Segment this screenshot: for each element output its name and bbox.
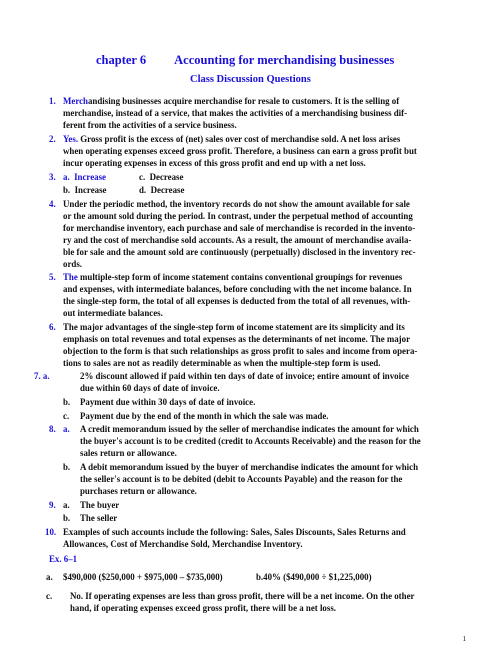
q8-a-line-3: sales return or allowance. <box>80 448 177 458</box>
q6-line-2: emphasis on total revenues and total expenses as the determinants of net income. The major <box>63 334 411 344</box>
q8-b-label: b. <box>63 462 71 472</box>
ex-b: b.40% ($490,000 ÷ $1,225,000) <box>256 572 372 582</box>
q6-number: 6. <box>49 322 56 332</box>
q8-a-line-2: the buyer's account is to be credited (credit to Accounts Receivable) and the reason for the <box>80 436 421 446</box>
q3-d: d. Decrease <box>139 185 185 195</box>
q1-line-2: merchandise, instead of a service, that makes the activities of a merchandising business dif- <box>63 108 408 118</box>
q4-number: 4. <box>49 199 56 209</box>
ex-c-line-1: No. If operating expenses are less than gross profit, there will be a net income. On the other <box>70 591 415 601</box>
q6-line-3: objection to the form is that such relationships as gross profit to sales and income from opera- <box>63 346 418 356</box>
q9-a-label: a. <box>63 500 70 510</box>
ex-c-label: c. <box>46 591 53 601</box>
q5-line-2: and expenses, with intermediate balances, before concluding with the net income balance. In <box>63 284 412 294</box>
q3-a: a. Increase <box>63 172 106 182</box>
page-title <box>96 53 394 68</box>
q4-line-4: ry and the cost of merchandise sold accounts. As a result, the amount of merchandise availa- <box>63 235 412 245</box>
q5-line-3: the single-step form, the total of all expenses is deducted from the total of all revenues, with- <box>63 296 411 306</box>
q2-line-1: Yes. Gross profit is the excess of (net) sales over cost of merchandise sold. A net loss arises <box>63 134 401 144</box>
q6-line-4: tions to sales are not as readily determinable as when the multiple-step form is used. <box>63 358 381 368</box>
q8-number: 8. <box>49 424 56 434</box>
q6-line-1: The major advantages of the single-step form of income statement are its simplicity and its <box>63 322 405 332</box>
page-number: 1 <box>462 635 466 643</box>
q1-number: 1. <box>49 96 56 106</box>
q9-b-label: b. <box>63 513 71 523</box>
q7-c: Payment due by the end of the month in which the sale was made. <box>80 411 329 421</box>
q7-a-line-1: 2% discount allowed if paid within ten days of date of invoice; entire amount of invoice <box>80 371 409 381</box>
q4-line-2: or the amount sold during the period. In contrast, under the perpetual method of accounting <box>63 211 413 221</box>
q9-number: 9. <box>49 500 56 510</box>
q4-line-3: for merchandise inventory, each purchase and sale of merchandise is recorded in the invento- <box>63 223 416 233</box>
q8-a-label: a. <box>63 424 70 434</box>
exercise-heading: Ex. 6–1 <box>49 554 78 564</box>
q4-line-1: Under the periodic method, the inventory records do not show the amount available for sale <box>63 199 410 209</box>
ex-a-label: a. <box>46 572 53 582</box>
chapter-label: chapter 6 <box>96 53 147 67</box>
q7-b-label: b. <box>63 397 71 407</box>
q1-line-3: ferent from the activities of a service business. <box>63 120 237 130</box>
q3-c: c. Decrease <box>139 172 184 182</box>
q7-b: Payment due within 30 days of date of invoice. <box>80 397 256 407</box>
q10-line-2: Allowances, Cost of Merchandise Sold, Merchandise Inventory. <box>63 539 303 549</box>
q8-b-line-3: purchases return or allowance. <box>80 486 197 496</box>
chapter-title: Accounting for merchandising businesses <box>174 53 395 67</box>
q2-line-2: when operating expenses exceed gross profit. Therefore, a business can earn a gross profit but <box>63 146 417 156</box>
ex-a: $490,000 ($250,000 + $975,000 – $735,000) <box>63 572 223 582</box>
q10-line-1: Examples of such accounts include the following: Sales, Sales Discounts, Sales Returns and <box>63 527 406 537</box>
q2-line-3: incur operating expenses in excess of this gross profit and end up with a net loss. <box>63 158 366 168</box>
q8-b-line-2: the seller's account is to be debited (debit to Accounts Payable) and the reason for the <box>80 474 403 484</box>
q4-line-6: ords. <box>63 259 82 269</box>
q9-b: The seller <box>80 513 118 523</box>
q7-a-line-2: due within 60 days of date of invoice. <box>80 383 220 393</box>
q5-line-4: out intermediate balances. <box>63 308 163 318</box>
q8-b-line-1: A debit memorandum issued by the buyer of merchandise indicates the amount for which <box>80 462 419 472</box>
q2-number: 2. <box>49 134 56 144</box>
q4-line-5: ble for sale and the amount sold are continuously (perpetually) disclosed in the inventory rec- <box>63 247 416 257</box>
q7-c-label: c. <box>63 411 70 421</box>
q9-a: The buyer <box>80 500 120 510</box>
ex-c-line-2: hand, if operating expenses exceed gross profit, there will be a net loss. <box>70 603 336 613</box>
q10-number: 10. <box>45 527 57 537</box>
section-subtitle: Class Discussion Questions <box>190 74 311 85</box>
q5-line-1: The multiple-step form of income statement contains conventional groupings for revenues <box>63 272 403 282</box>
q1-line-1: Merchandising businesses acquire merchandise for resale to customers. It is the selling of <box>63 96 400 106</box>
q8-a-line-1: A credit memorandum issued by the seller of merchandise indicates the amount for which <box>80 424 419 434</box>
q5-number: 5. <box>49 272 56 282</box>
q7-number: 7. a. <box>34 371 50 381</box>
q3-b: b. Increase <box>63 185 107 195</box>
q3-number: 3. <box>49 172 56 182</box>
